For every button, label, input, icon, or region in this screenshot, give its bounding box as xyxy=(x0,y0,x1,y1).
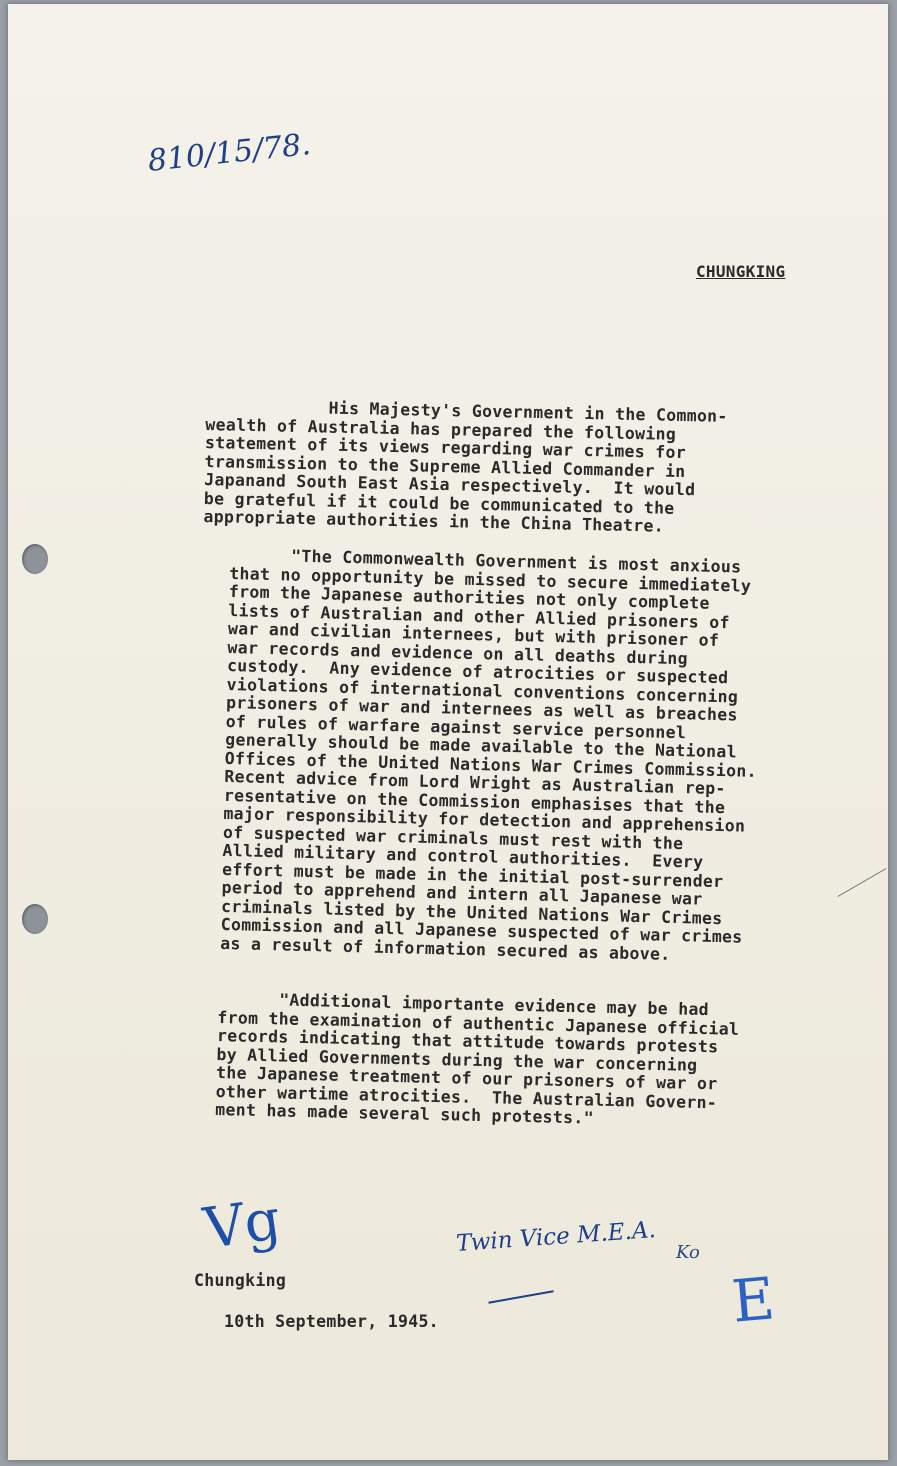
file-reference-handwritten: 810/15/78. xyxy=(146,127,313,179)
handwritten-initials-right: Ko xyxy=(676,1242,700,1263)
letter-date: 10th September, 1945. xyxy=(224,1312,439,1331)
pen-underline xyxy=(488,1290,553,1303)
handwritten-initials: Vg xyxy=(199,1187,285,1262)
document-page xyxy=(8,4,888,1460)
stray-pencil-mark xyxy=(838,868,887,897)
punch-hole-top xyxy=(22,544,48,574)
letter-place: Chungking xyxy=(194,1271,287,1290)
handwritten-letter-e: E xyxy=(729,1264,778,1336)
paragraph-quote-additional: "Additional importante evidence may be had from the examination of authentic Japanese official records indicating that attitude towards protests by Allied Governments during the war concerning the Japanese treatment of our prisoners of war or other wartime atrocities. The Australian Govern- ment has made several such protests." xyxy=(215,989,740,1128)
heading-chungking: CHUNGKING xyxy=(696,262,786,281)
paragraph-intro: His Majesty's Government in the Common- wealth of Australia has prepared the following statement of its views regarding war crimes for transmission to the Supreme Allied Commander in Japanand South East Asia respectively. It would be grateful if it could be communicated to the appropriate authorities in the China Theatre. xyxy=(203,396,728,536)
paragraph-quote-main: "The Commonwealth Government is most anxious that no opportunity be missed to secure immediately from the Japanese authorities not only complete lists of Australian and other Allied prisoners of war and civilian internees, but with prisoner of war records and evidence on all deaths during custody. Any evidence of atrocities or suspected violations of international conventions concerning prisoners of war and internees as well as breaches of rules of warfare against service personnel generally should be made available to the National Offices of the United Nations War Crimes Commission. Recent advice from Lord Wright as Australian rep- resentative on the Commission emphasises that the major responsibility for detection and apprehension of suspected war criminals must rest with the Allied military and control authorities. Every effort must be made in the initial post-surrender period to apprehend and intern all Japanese war criminals listed by the United Nations War Crimes Commission and all Japanese suspected of war crimes as a result of information secured as above. xyxy=(220,545,758,964)
handwritten-note: Twin Vice M.E.A. xyxy=(455,1217,657,1257)
punch-hole-bottom xyxy=(22,904,48,934)
